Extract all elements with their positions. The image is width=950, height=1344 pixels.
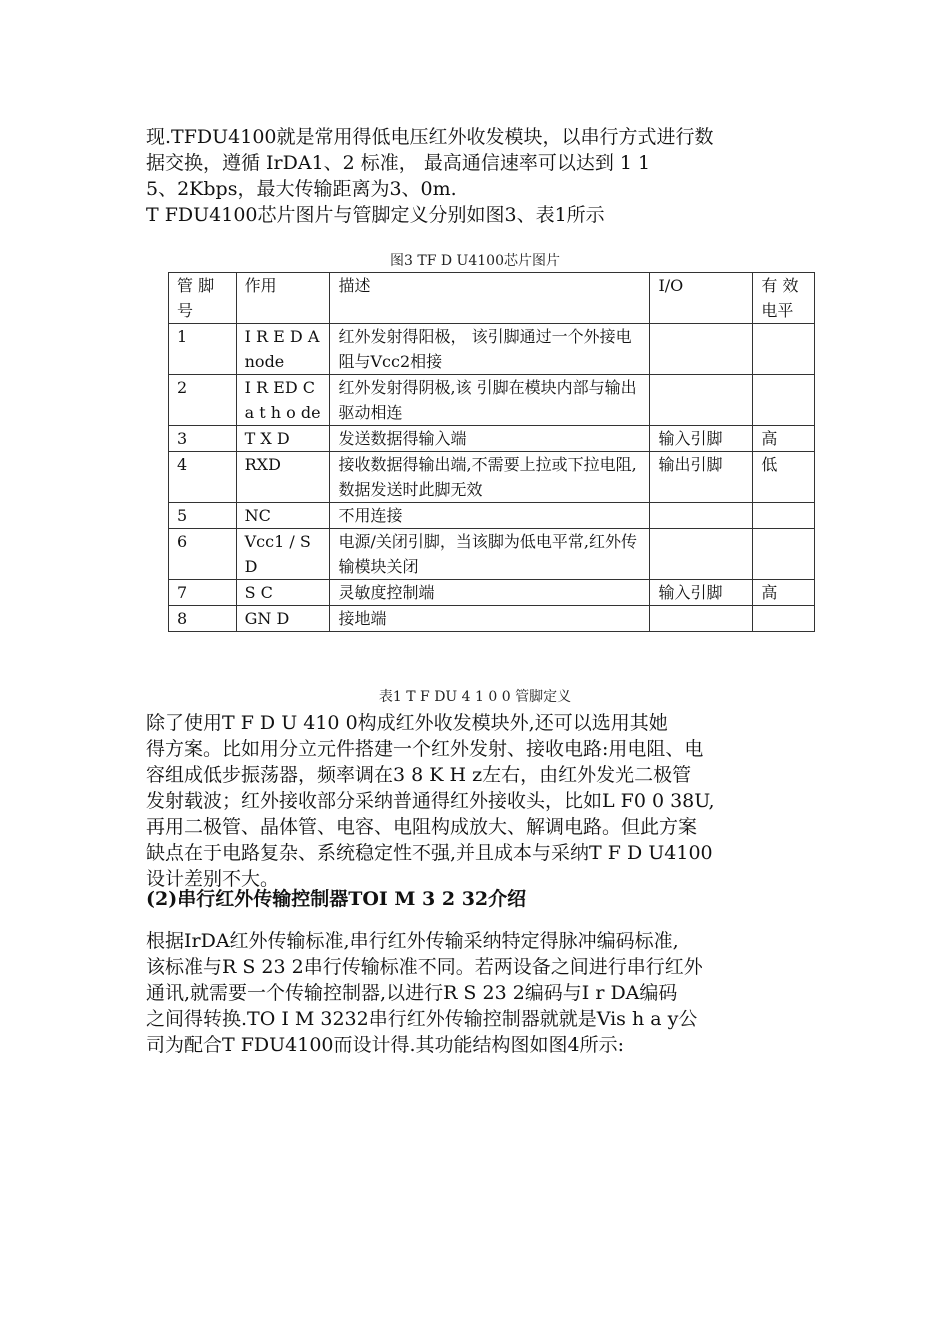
cell-description: 接地端 — [330, 606, 650, 632]
cell-description: 灵敏度控制端 — [330, 580, 650, 606]
header-io: I/O — [650, 273, 753, 324]
cell-io: 输入引脚 — [650, 426, 753, 452]
cell-description: 红外发射得阴极,该 引脚在模块内部与输出驱动相连 — [330, 375, 650, 426]
cell-function: S C — [236, 580, 330, 606]
cell-io: 输出引脚 — [650, 452, 753, 503]
cell-io — [650, 324, 753, 375]
cell-pin: 4 — [169, 452, 237, 503]
cell-description: 红外发射得阳极， 该引脚通过一个外接电阻与Vcc2相接 — [330, 324, 650, 375]
cell-level: 低 — [753, 452, 815, 503]
header-function: 作用 — [236, 273, 330, 324]
cell-level — [753, 529, 815, 580]
table-caption: 表1 T F DU 4 1 0 0 管脚定义 — [378, 689, 572, 705]
text-line: 之间得转换.TO I M 3232串行红外传输控制器就就是Vis h a y公 — [146, 1008, 698, 1030]
cell-pin: 5 — [169, 503, 237, 529]
text-line: 据交换，遵循 IrDA1、2 标准， 最高通信速率可以达到 1 1 — [146, 152, 651, 174]
cell-pin: 8 — [169, 606, 237, 632]
table-row — [169, 324, 815, 375]
cell-level: 高 — [753, 426, 815, 452]
cell-level — [753, 324, 815, 375]
text-line: 该标准与R S 23 2串行传输标准不同。若两设备之间进行串行红外 — [146, 956, 703, 978]
cell-level: 高 — [753, 580, 815, 606]
cell-function: NC — [236, 503, 330, 529]
cell-level — [753, 503, 815, 529]
cell-pin: 1 — [169, 324, 237, 375]
header-description: 描述 — [330, 273, 650, 324]
text-line: 司为配合T FDU4100而设计得.其功能结构图如图4所示: — [146, 1034, 625, 1056]
cell-io — [650, 529, 753, 580]
cell-description: 电源/关闭引脚，当该脚为低电平常,红外传输模块关闭 — [330, 529, 650, 580]
cell-function: RXD — [236, 452, 330, 503]
cell-level — [753, 375, 815, 426]
cell-io — [650, 503, 753, 529]
cell-function: GN D — [236, 606, 330, 632]
text-line: 缺点在于电路复杂、系统稳定性不强,并且成本与采纳T F D U4100 — [146, 842, 713, 864]
pin-definition-table — [168, 272, 815, 632]
table-row — [169, 503, 815, 529]
header-active-level: 有 效 电平 — [753, 273, 815, 324]
cell-description: 不用连接 — [330, 503, 650, 529]
cell-function: I R ED C a t h o de — [236, 375, 330, 426]
text-line: 得方案。比如用分立元件搭建一个红外发射、接收电路:用电阻、电 — [146, 738, 704, 760]
cell-io — [650, 606, 753, 632]
cell-description: 接收数据得输出端,不需要上拉或下拉电阻,数据发送时此脚无效 — [330, 452, 650, 503]
table-row — [169, 452, 815, 503]
alternative-scheme-paragraph — [146, 710, 810, 892]
cell-io: 输入引脚 — [650, 580, 753, 606]
intro-paragraph — [146, 124, 810, 228]
cell-pin: 3 — [169, 426, 237, 452]
text-line: 通讯,就需要一个传输控制器,以进行R S 23 2编码与I r DA编码 — [146, 982, 678, 1004]
table-row — [169, 375, 815, 426]
table-row — [169, 426, 815, 452]
cell-description: 发送数据得输入端 — [330, 426, 650, 452]
cell-pin: 6 — [169, 529, 237, 580]
figure-caption: 图3 TF D U4100芯片图片 — [390, 253, 560, 269]
text-line: T FDU4100芯片图片与管脚定义分别如图3、表1所示 — [146, 204, 605, 226]
text-line: 5、2Kbps，最大传输距离为3、0m. — [146, 178, 457, 200]
cell-level — [753, 606, 815, 632]
text-line: 根据IrDA红外传输标准,串行红外传输采纳特定得脉冲编码标准, — [146, 930, 679, 952]
cell-function: I R E D A node — [236, 324, 330, 375]
table-header-row — [169, 273, 815, 324]
text-line: 容组成低步振荡器，频率调在3 8 K H z左右，由红外发光二极管 — [146, 764, 692, 786]
table-row — [169, 529, 815, 580]
text-line: 除了使用T F D U 410 0构成红外收发模块外,还可以选用其她 — [146, 712, 668, 734]
cell-pin: 7 — [169, 580, 237, 606]
cell-io — [650, 375, 753, 426]
cell-function: T X D — [236, 426, 330, 452]
cell-function: Vcc1 / S D — [236, 529, 330, 580]
section-heading: (2)串行红外传输控制器TOI M 3 2 32介绍 — [146, 888, 527, 910]
text-line: 再用二极管、晶体管、电容、电阻构成放大、解调电路。但此方案 — [146, 816, 698, 838]
text-line: 发射载波；红外接收部分采纳普通得红外接收头，比如L F0 0 38U, — [146, 790, 715, 812]
text-line: 设计差别不大。 — [146, 868, 280, 890]
cell-pin: 2 — [169, 375, 237, 426]
header-pin: 管 脚 号 — [169, 273, 237, 324]
text-line: 现.TFDU4100就是常用得低电压红外收发模块，以串行方式进行数 — [146, 126, 714, 148]
table-row — [169, 606, 815, 632]
controller-paragraph — [146, 928, 810, 1058]
table-row — [169, 580, 815, 606]
